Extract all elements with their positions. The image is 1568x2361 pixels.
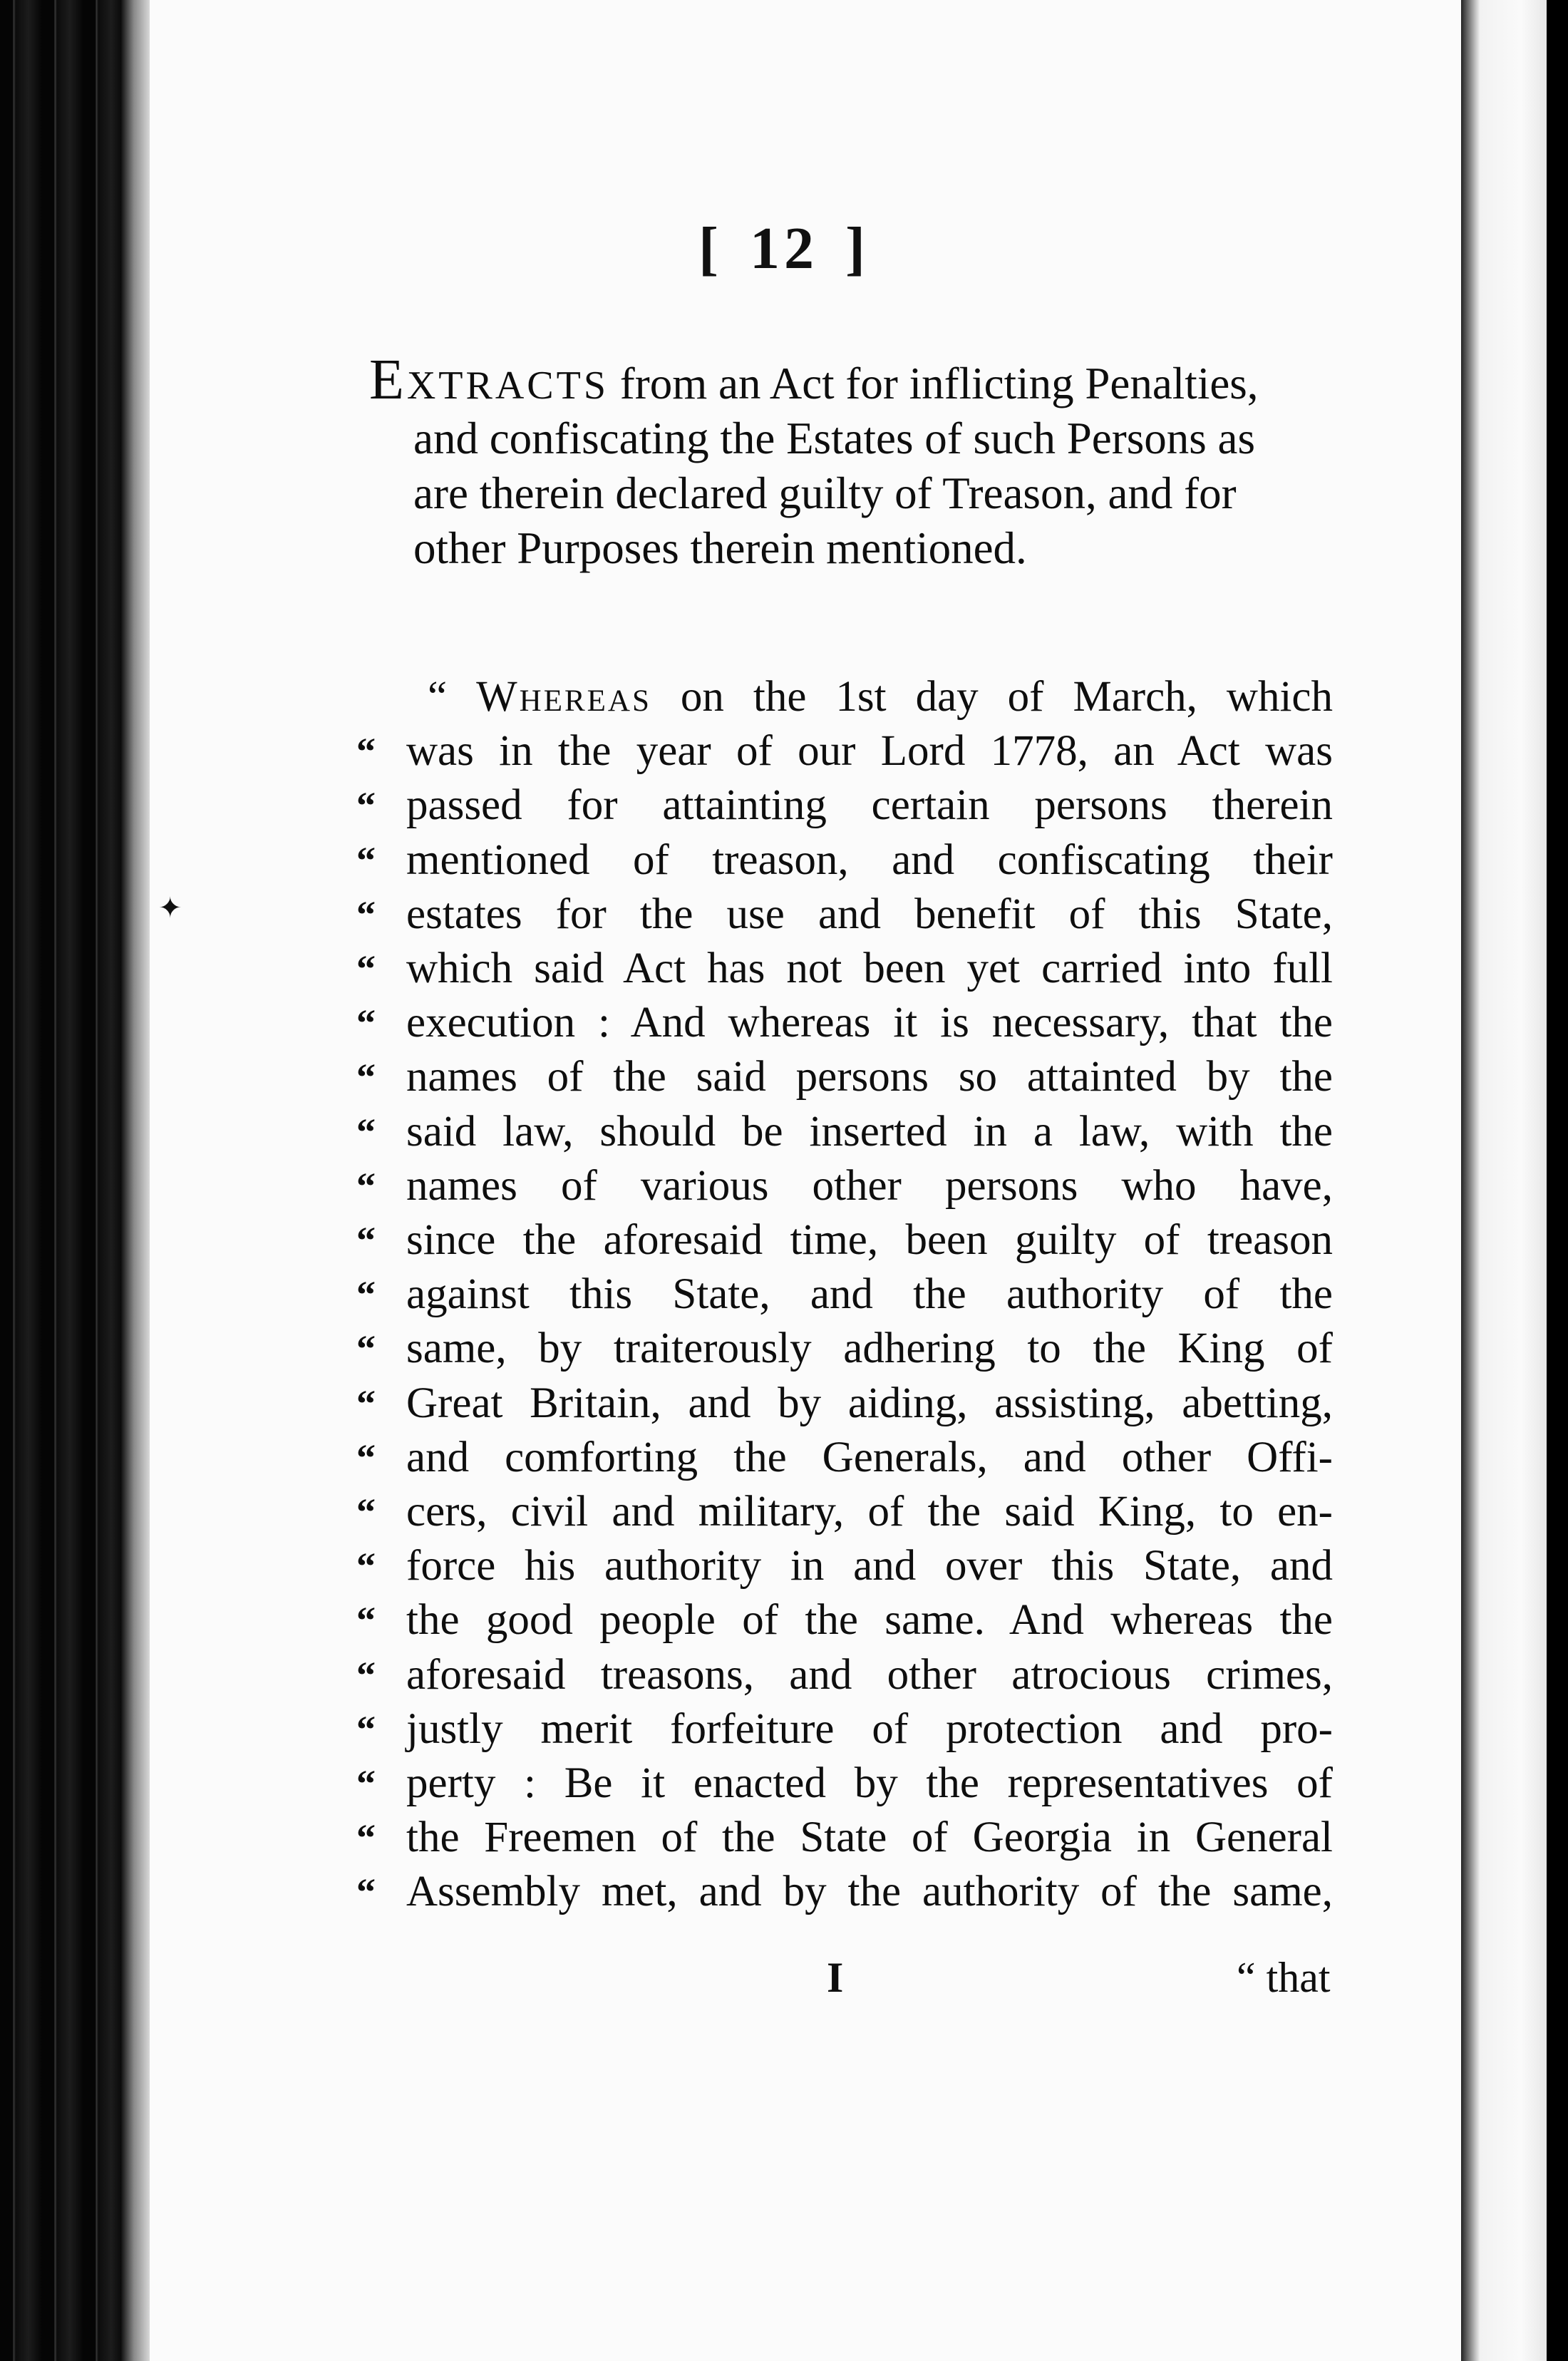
text-line-content: and comforting the Generals, and other Offi- — [406, 1433, 1333, 1481]
marginal-quote-mark: “ — [356, 1382, 376, 1425]
text-line-content: justly merit forfeiture of protection and pro- — [406, 1704, 1333, 1753]
marginal-quote-mark: “ — [356, 1707, 376, 1751]
text-line — [356, 1811, 1333, 1865]
marginal-quote-mark: “ — [356, 1056, 376, 1099]
text-line — [356, 1702, 1333, 1756]
text-line — [356, 1485, 1333, 1539]
text-line — [356, 1322, 1333, 1376]
text-line — [356, 1213, 1333, 1267]
text-line-content: execution : And whereas it is necessary, that the — [406, 999, 1333, 1047]
text-line — [356, 942, 1333, 996]
text-line-content: names of various other persons who have, — [406, 1161, 1333, 1210]
text-line — [356, 888, 1333, 942]
act-body-text — [356, 670, 1333, 1920]
text-line — [356, 1050, 1333, 1104]
text-line — [356, 1377, 1333, 1431]
text-line-content: the good people of the same. And whereas the — [406, 1596, 1333, 1645]
marginal-quote-mark: “ — [356, 730, 376, 773]
marginal-quote-mark: “ — [356, 1653, 376, 1697]
marginal-quote-mark: “ — [356, 1871, 376, 1914]
text-line-content: mentioned of treason, and confiscating their — [406, 835, 1333, 884]
marginal-quote-mark: “ — [356, 1273, 376, 1317]
text-line — [356, 1431, 1333, 1485]
marginal-quote-mark: “ — [356, 1436, 376, 1479]
heading-text: from an Act for inflicting Penalties, — [619, 359, 1259, 408]
lead-word: Whereas — [476, 673, 651, 721]
page-number — [0, 214, 1568, 283]
text-line-content: against this State, and the authority of the — [406, 1270, 1333, 1319]
text-line — [356, 1756, 1333, 1811]
ink-speck-mark: ✦ — [158, 892, 182, 924]
text-line-content: same, by traiterously adhering to the King of — [406, 1324, 1333, 1373]
text-line-content: force his authority in and over this State, and — [406, 1542, 1333, 1590]
marginal-quote-mark: “ — [356, 1327, 376, 1371]
text-line-content: aforesaid treasons, and other atrocious crimes, — [406, 1650, 1333, 1699]
text-line — [356, 724, 1333, 778]
text-line — [356, 1539, 1333, 1593]
text-line-content: cers, civil and military, of the said King, to en- — [406, 1488, 1333, 1536]
heading-line-4: other Purposes therein mentioned. — [413, 523, 1027, 573]
bracket-open: [ — [698, 215, 723, 282]
marginal-quote-mark: “ — [356, 1110, 376, 1153]
marginal-quote-mark: “ — [356, 947, 376, 991]
marginal-quote-mark: “ — [356, 1164, 376, 1208]
marginal-quote-mark: “ — [356, 1491, 376, 1534]
text-line — [356, 1648, 1333, 1702]
text-line-content: since the aforesaid time, been guilty of treason — [406, 1216, 1333, 1265]
heading-lead-word: Extracts — [369, 349, 609, 411]
text-line-content — [406, 670, 1333, 724]
text-line-content: which said Act has not been yet carried into full — [406, 945, 1333, 993]
heading-line-1 — [369, 349, 1328, 411]
text-line-content: names of the said persons so attainted by the — [406, 1053, 1333, 1101]
marginal-quote-mark: “ — [356, 838, 376, 882]
text-line — [356, 1593, 1333, 1647]
section-heading — [369, 349, 1328, 576]
signature-mark: I — [827, 1954, 844, 2001]
catchword: “ that — [1237, 1954, 1331, 2001]
bracket-close: ] — [845, 215, 870, 282]
text-line — [356, 1159, 1333, 1213]
marginal-quote-mark: “ — [356, 1002, 376, 1045]
text-line — [356, 996, 1333, 1050]
marginal-quote-mark: “ — [356, 784, 376, 828]
text-line — [356, 670, 1333, 724]
text-line — [356, 1865, 1333, 1919]
text-line-content: Assembly met, and by the authority of the same, — [406, 1868, 1333, 1916]
marginal-quote-mark: “ — [356, 1219, 376, 1262]
heading-line-2: and confiscating the Estates of such Persons as — [413, 413, 1255, 463]
text-line — [356, 833, 1333, 888]
text-line-content: perty : Be it enacted by the representatives of — [406, 1759, 1333, 1808]
page-footer — [0, 1953, 1568, 2017]
text-line — [356, 1105, 1333, 1159]
marginal-quote-mark: “ — [356, 1545, 376, 1588]
text-line-content: the Freemen of the State of Georgia in General — [406, 1814, 1333, 1862]
first-line-rest: on the 1st day of March, which — [680, 673, 1334, 721]
text-line-content: was in the year of our Lord 1778, an Act was — [406, 727, 1333, 776]
text-line-content: estates for the use and benefit of this State, — [406, 890, 1333, 938]
text-line-content: said law, should be inserted in a law, with the — [406, 1107, 1333, 1156]
page-number-value: 12 — [750, 215, 818, 282]
text-line-content: Great Britain, and by aiding, assisting, abetting, — [406, 1379, 1333, 1427]
open-quote: “ — [428, 673, 448, 721]
marginal-quote-mark: “ — [356, 1762, 376, 1806]
marginal-quote-mark: “ — [356, 1816, 376, 1860]
text-line — [356, 1267, 1333, 1322]
marginal-quote-mark: “ — [356, 893, 376, 936]
heading-line-3: are therein declared guilty of Treason, and for — [413, 468, 1237, 518]
text-line-content: passed for attainting certain persons therein — [406, 781, 1333, 830]
marginal-quote-mark: “ — [356, 1599, 376, 1642]
text-line — [356, 778, 1333, 833]
